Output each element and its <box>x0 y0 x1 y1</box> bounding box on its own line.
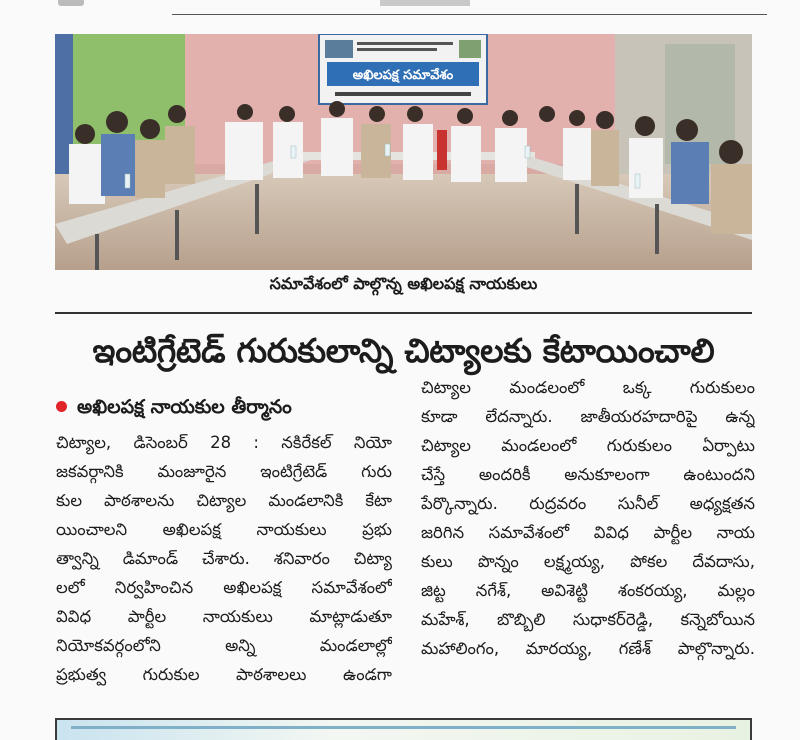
body-line: చిట్యాల, డిసెంబర్ 28 : నకిరేకల్ నియో <box>56 433 392 452</box>
ad-decoration <box>71 726 736 729</box>
body-line: మహేశ్, బొబ్బిలి సుధాకర్‌రెడ్డి, కన్నెబోయిన <box>421 610 755 629</box>
next-advertisement-box <box>55 718 752 740</box>
article-headline: ఇంటిగ్రేటెడ్ గురుకులాన్ని చిట్యాలకు కేటాయించాలి <box>92 331 715 370</box>
article-body-left-column <box>56 428 392 689</box>
banner-title: అఖిలపక్ష సమావేశం <box>352 68 454 83</box>
meeting-photo <box>55 34 752 270</box>
body-line: కూడా లేదన్నారు. జాతీయరహదారిపై ఉన్న <box>421 407 755 426</box>
body-line: త్వాన్ని డిమాండ్ చేశారు. శనివారం చిట్యా <box>56 549 392 568</box>
body-line: కులు పొన్నం లక్ష్మయ్య, పోకల దేవదాసు, <box>421 552 755 571</box>
meeting-banner <box>319 34 487 104</box>
separator-rule <box>172 14 767 15</box>
cut-text-fragment <box>380 0 470 6</box>
subheading-text: అఖిలపక్ష నాయకుల తీర్మానం <box>77 396 292 418</box>
cut-text-fragment <box>58 0 84 6</box>
body-line: పేర్కొన్నారు. రుద్రవరం సునీల్ అధ్యక్షతన <box>421 494 755 513</box>
body-line: యించాలని అఖిలపక్ష నాయకులు ప్రభు <box>56 520 392 539</box>
body-line: జిట్ట నగేశ్, అవిశెట్టి శంకరయ్య, మల్లం <box>421 581 755 600</box>
body-line: నియోకవర్గంలోని అన్ని మండలాల్లో <box>56 636 392 655</box>
headline-rule <box>55 312 752 314</box>
body-line: ప్రభుత్వ గురుకుల పాఠశాలలు ఉండగా <box>56 665 392 684</box>
photo-caption: సమావేశంలో పాల్గొన్న అఖిలపక్ష నాయకులు <box>269 274 538 293</box>
body-line: మహాలింగం, మారయ్య, గణేశ్ పాల్గొన్నారు. <box>421 639 755 658</box>
article-subheading <box>56 392 396 422</box>
article-body-right-column <box>421 373 755 663</box>
body-line: చేస్తే అందరికీ అనుకూలంగా ఉంటుందని <box>421 465 755 484</box>
body-line: చిట్యాల మండలంలో గురుకులం ఏర్పాటు <box>421 436 755 455</box>
body-line: వివిధ పార్టీల నాయకులు మాట్లాడుతూ <box>56 607 392 626</box>
body-line: జరిగిన సమావేశంలో వివిధ పార్టీల నాయ <box>421 523 755 542</box>
body-line: కుల పాఠశాలను చిట్యాల మండలానికి కేటా <box>56 491 392 510</box>
body-line: లలో నిర్వహించిన అఖిలపక్ష సమావేశంలో <box>56 578 392 597</box>
red-bullet-icon <box>56 401 67 412</box>
previous-article-fragment <box>0 0 800 22</box>
body-line: చిట్యాల మండలంలో ఒక్క గురుకులం <box>421 378 755 397</box>
body-line: జకవర్గానికి మంజూరైన ఇంటిగ్రేటెడ్ గురు <box>56 462 392 481</box>
